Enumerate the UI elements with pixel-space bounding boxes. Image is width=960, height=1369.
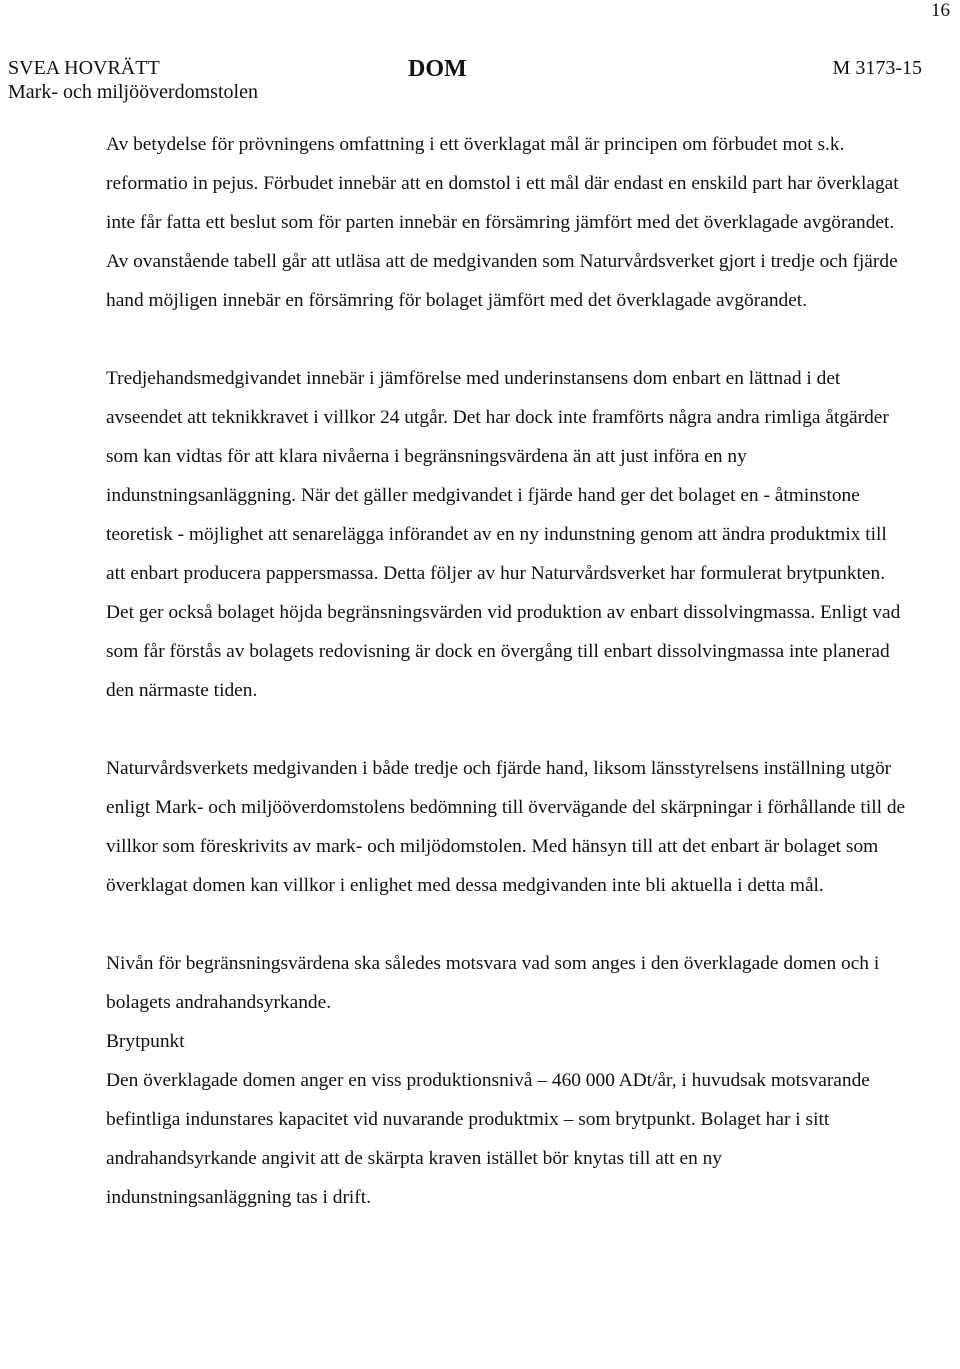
page-number: 16 <box>931 0 950 21</box>
case-number: M 3173-15 <box>832 57 922 79</box>
paragraph-nivan: Nivån för begränsningsvärdena ska således motsvara vad som anges i den överklagade domen och i bolagets andrahandsyrkande. <box>106 953 880 1013</box>
document-type: DOM <box>408 56 467 82</box>
paragraph-reformatio: Av betydelse för prövningens omfattning i ett överklagat mål är principen om förbudet mot s.k. reformatio in pejus. Förbudet innebär att en domstol i ett mål där endast en enskild part har överklagat inte får fatta ett beslut som för parten innebär en försämring jämfört med det överklagade avgörandet. Av ovanstående tabell går att utläsa att de medgivanden som Naturvårdsverket gjort i tredje och fjärde hand möjligen innebär en försämring för bolaget jämfört med det överklagade avgörandet. <box>106 134 899 311</box>
court-name-line1: SVEA HOVRÄTT <box>8 57 160 79</box>
document-header <box>8 56 922 108</box>
paragraph-medgivanden: Naturvårdsverkets medgivanden i både tredje och fjärde hand, liksom länsstyrelsens inställning utgör enligt Mark- och miljööverdomstolens bedömning till övervägande del skärpningar i förhållande till de villkor som föreskrivits av mark- och miljödomstolen. Med hänsyn till att det enbart är bolaget som överklagat domen kan villkor i enlighet med dessa medgivanden inte bli aktuella i detta mål. <box>106 758 906 896</box>
document-body <box>106 125 906 1217</box>
paragraph-tredjehand: Tredjehandsmedgivandet innebär i jämförelse med underinstansens dom enbart en lättnad i det avseendet att teknikkravet i villkor 24 utgår. Det har dock inte framförts några andra rimliga åtgärder som kan vidtas för att klara nivåerna i begränsningsvärdena än att just införa en ny indunstningsanläggning. När det gäller medgivandet i fjärde hand ger det bolaget en - åtminstone teoretisk - möjlighet att senarelägga införandet av en ny indunstning genom att ändra produktmix till att enbart producera pappersmassa. Detta följer av hur Naturvårdsverket har formulerat brytpunkten. Det ger också bolaget höjda begränsningsvärden vid produktion av enbart dissolvingmassa. Enligt vad som får förstås av bolagets redovisning är dock en övergång till enbart dissolvingmassa inte planerad den närmaste tiden. <box>106 368 901 701</box>
court-name-line2: Mark- och miljööverdomstolen <box>8 81 258 103</box>
section-heading-brytpunkt: Brytpunkt <box>106 1031 185 1052</box>
paragraph-brytpunkt: Den överklagade domen anger en viss produktionsnivå – 460 000 ADt/år, i huvudsak motsvarande befintliga indunstares kapacitet vid nuvarande produktmix – som brytpunkt. Bolaget har i sitt andrahandsyrkande angivit att de skärpta kraven istället bör knytas till att en ny indunstningsanläggning tas i drift. <box>106 1070 870 1208</box>
court-name <box>8 56 258 104</box>
